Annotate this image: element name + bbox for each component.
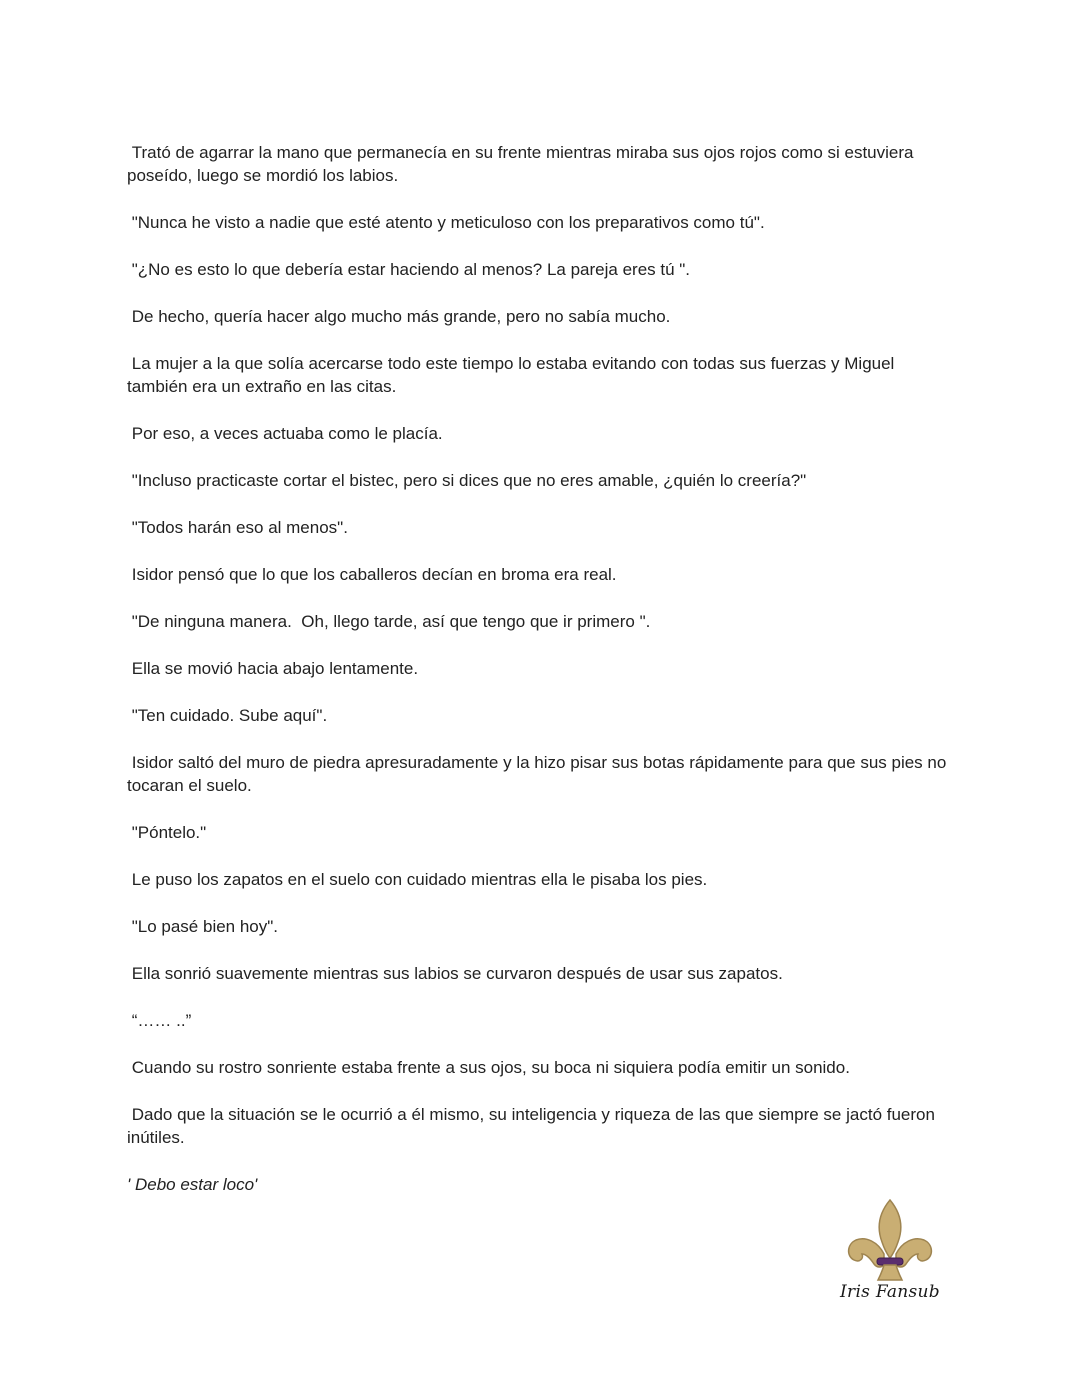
paragraph: "Incluso practicaste cortar el bistec, pero si dices que no eres amable, ¿quién lo creería?" (127, 471, 807, 490)
paragraph: De hecho, quería hacer algo mucho más grande, pero no sabía mucho. (127, 307, 671, 326)
paragraph: "Póntelo." (127, 823, 207, 842)
paragraph: "¿No es esto lo que debería estar haciendo al menos? La pareja eres tú ". (127, 260, 691, 279)
paragraph: ' Debo estar loco' (127, 1175, 258, 1194)
paragraph: Por eso, a veces actuaba como le placía. (127, 424, 443, 443)
paragraph: "Nunca he visto a nadie que esté atento y meticuloso con los preparativos como tú". (127, 213, 765, 232)
paragraph: Ella sonrió suavemente mientras sus labios se curvaron después de usar sus zapatos. (127, 964, 783, 983)
paragraph: Dado que la situación se le ocurrió a él mismo, su inteligencia y riqueza de las que siempre se jactó fueron inútiles. (127, 1105, 940, 1147)
paragraph: Isidor saltó del muro de piedra apresuradamente y la hizo pisar sus botas rápidamente para que sus pies no tocaran el suelo. (127, 753, 952, 795)
document-body (127, 141, 957, 1220)
watermark-logo (840, 1198, 940, 1308)
paragraph: Isidor pensó que lo que los caballeros decían en broma era real. (127, 565, 617, 584)
paragraph: Ella se movió hacia abajo lentamente. (127, 659, 419, 678)
paragraph: "Ten cuidado. Sube aquí". (127, 706, 328, 725)
paragraph: "De ninguna manera. Oh, llego tarde, así que tengo que ir primero ". (127, 612, 651, 631)
paragraph: Trató de agarrar la mano que permanecía en su frente mientras miraba sus ojos rojos como si estuviera poseído, luego se mordió los labios. (127, 143, 919, 185)
paragraph: La mujer a la que solía acercarse todo este tiempo lo estaba evitando con todas sus fuerzas y Miguel también era un extraño en las citas. (127, 354, 900, 396)
paragraph: "Lo pasé bien hoy". (127, 917, 279, 936)
paragraph: "Todos harán eso al menos". (127, 518, 348, 537)
paragraph: “…… ..” (127, 1011, 192, 1030)
paragraph: Cuando su rostro sonriente estaba frente a sus ojos, su boca ni siquiera podía emitir un sonido. (127, 1058, 850, 1077)
paragraph: Le puso los zapatos en el suelo con cuidado mientras ella le pisaba los pies. (127, 870, 708, 889)
fleur-de-lis-icon (844, 1198, 936, 1284)
watermark-text: Iris Fansub (840, 1282, 940, 1302)
